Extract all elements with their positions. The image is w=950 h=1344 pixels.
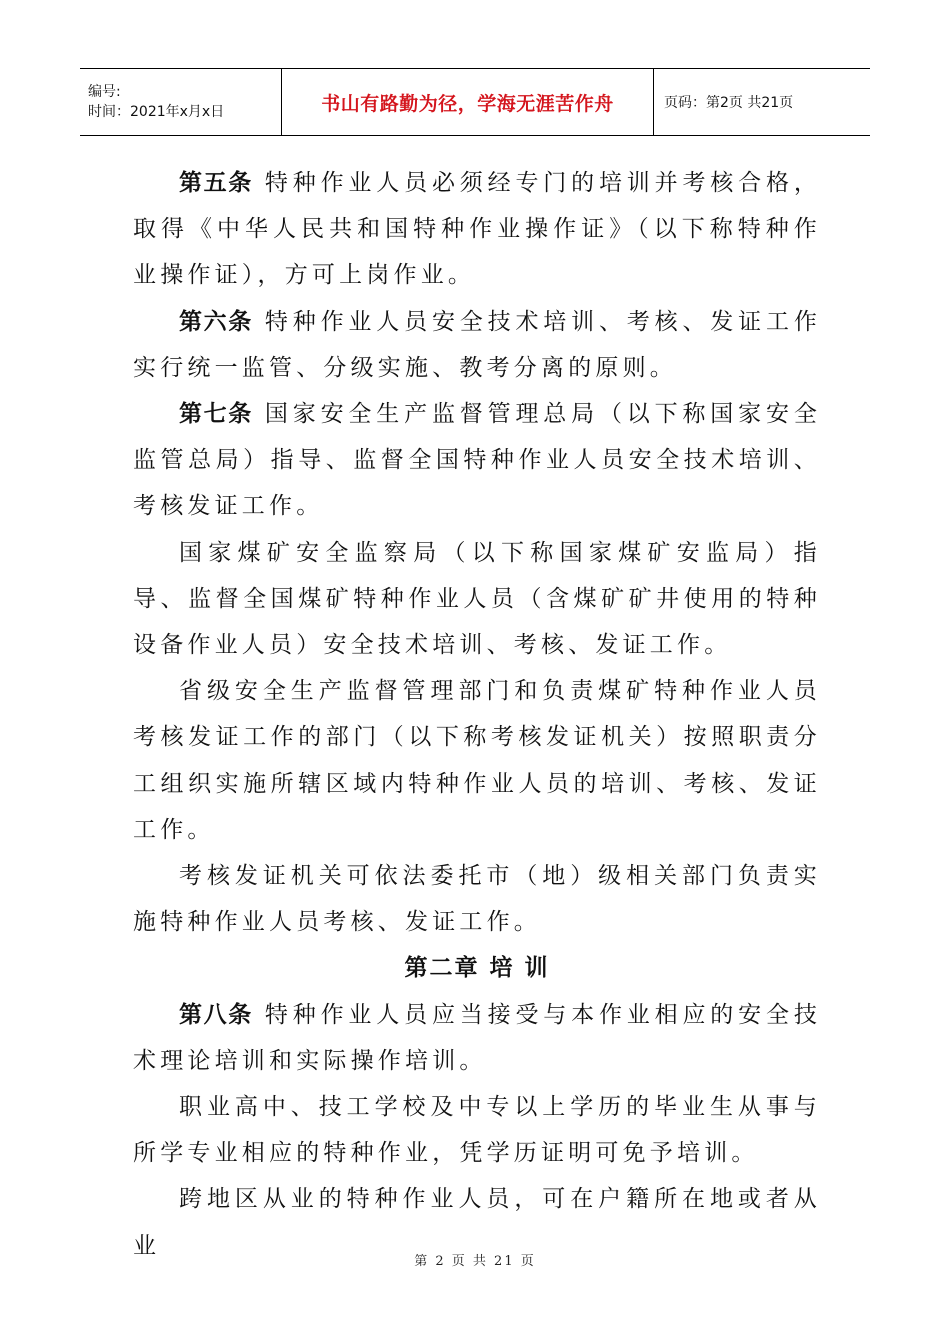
article-number: 第八条 <box>179 1001 253 1028</box>
paragraph <box>133 299 821 391</box>
paragraph-text: 特种作业人员必须经专门的培训并考核合格，取得《中华人民共和国特种作业操作证》（以下称特种作业操作证），方可上岗作业。 <box>133 170 822 289</box>
paragraph <box>133 853 821 945</box>
article-number: 第六条 <box>179 308 253 335</box>
article-number: 第七条 <box>179 401 253 428</box>
header-meta <box>80 69 282 135</box>
paragraph <box>133 668 821 853</box>
article-number: 第五条 <box>179 170 253 196</box>
paragraph-text: 特种作业人员应当接受与本作业相应的安全技术理论培训和实际操作培训。 <box>133 1001 822 1074</box>
paragraph <box>133 992 821 1084</box>
paragraph-text: 职业高中、技工学校及中专以上学历的毕业生从事与所学专业相应的特种作业，凭学历证明可免予培训。 <box>133 1094 821 1167</box>
document-number-label: 编号: <box>88 84 121 100</box>
paragraph-text: 省级安全生产监督管理部门和负责煤矿特种作业人员考核发证工作的部门（以下称考核发证机关）按照职责分工组织实施所辖区域内特种作业人员的培训、考核、发证工作。 <box>133 678 821 843</box>
paragraph-text: 特种作业人员安全技术培训、考核、发证工作实行统一监管、分级实施、教考分离的原则。 <box>133 308 822 381</box>
paragraph-text: 国家煤矿安全监察局（以下称国家煤矿安监局）指导、监督全国煤矿特种作业人员（含煤矿矿井使用的特种设备作业人员）安全技术培训、考核、发证工作。 <box>133 539 821 659</box>
document-body <box>133 160 821 1269</box>
header-page-code: 页码：第2页 共21页 <box>664 95 794 111</box>
paragraph <box>133 160 821 299</box>
paragraph <box>133 1084 821 1176</box>
document-date: 时间：2021年x月x日 <box>88 104 225 120</box>
page-footer: 第 2 页 共 21 页 <box>414 1254 536 1269</box>
paragraph-text: 考核发证机关可依法委托市（地）级相关部门负责实施特种作业人员考核、发证工作。 <box>133 863 821 936</box>
page-header <box>80 68 870 136</box>
header-motto-cell <box>282 69 654 135</box>
paragraph <box>133 530 821 669</box>
paragraph-text: 国家安全生产监督管理总局（以下称国家安全监管总局）指导、监督全国特种作业人员安全技术培训、考核发证工作。 <box>133 401 822 520</box>
paragraph-text: 跨地区从业的特种作业人员，可在户籍所在地或者从业 <box>133 1186 821 1259</box>
chapter-title: 第二章 培 训 <box>404 955 550 982</box>
header-motto: 书山有路勤为径，学海无涯苦作舟 <box>321 92 614 115</box>
header-page-code-cell <box>654 69 870 135</box>
paragraph <box>133 391 821 530</box>
